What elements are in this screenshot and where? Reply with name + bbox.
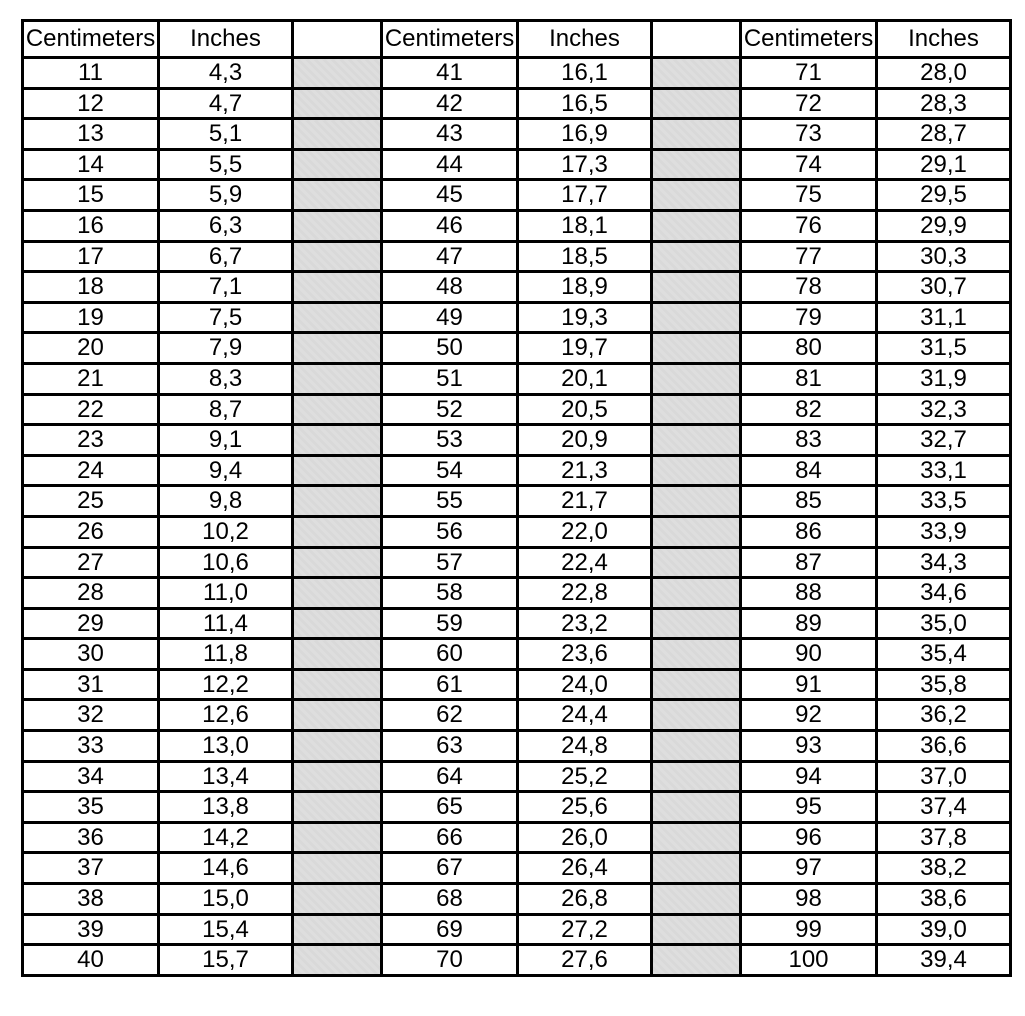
centimeters-cell: 25 bbox=[23, 486, 159, 517]
inches-cell: 18,9 bbox=[518, 272, 652, 303]
spacer-cell bbox=[652, 578, 741, 609]
inches-cell: 20,1 bbox=[518, 363, 652, 394]
inches-cell: 31,1 bbox=[877, 302, 1011, 333]
spacer-cell bbox=[293, 547, 382, 578]
table-row bbox=[23, 210, 1011, 241]
table-row bbox=[23, 363, 1011, 394]
spacer-cell bbox=[293, 425, 382, 456]
spacer-cell bbox=[652, 455, 741, 486]
spacer-cell bbox=[652, 884, 741, 915]
inches-cell: 14,2 bbox=[159, 822, 293, 853]
centimeters-cell: 58 bbox=[382, 578, 518, 609]
centimeters-cell: 97 bbox=[741, 853, 877, 884]
inches-cell: 6,7 bbox=[159, 241, 293, 272]
table-row bbox=[23, 119, 1011, 150]
spacer-cell bbox=[293, 272, 382, 303]
inches-cell: 29,9 bbox=[877, 210, 1011, 241]
table-row bbox=[23, 792, 1011, 823]
inches-cell: 22,8 bbox=[518, 578, 652, 609]
inches-cell: 37,4 bbox=[877, 792, 1011, 823]
inches-cell: 20,9 bbox=[518, 425, 652, 456]
table-row bbox=[23, 547, 1011, 578]
table-row bbox=[23, 333, 1011, 364]
inches-cell: 31,9 bbox=[877, 363, 1011, 394]
spacer-cell bbox=[293, 700, 382, 731]
spacer-cell bbox=[652, 302, 741, 333]
spacer-cell bbox=[652, 516, 741, 547]
centimeters-cell: 17 bbox=[23, 241, 159, 272]
centimeters-cell: 86 bbox=[741, 516, 877, 547]
spacer-cell bbox=[652, 792, 741, 823]
centimeters-cell: 85 bbox=[741, 486, 877, 517]
spacer-cell bbox=[652, 210, 741, 241]
centimeters-cell: 42 bbox=[382, 88, 518, 119]
inches-cell: 15,4 bbox=[159, 914, 293, 945]
spacer-cell bbox=[293, 180, 382, 211]
centimeters-cell: 81 bbox=[741, 363, 877, 394]
centimeters-cell: 56 bbox=[382, 516, 518, 547]
table-row bbox=[23, 731, 1011, 762]
spacer-cell bbox=[293, 761, 382, 792]
spacer-cell bbox=[293, 394, 382, 425]
centimeters-cell: 20 bbox=[23, 333, 159, 364]
table-row bbox=[23, 639, 1011, 670]
inches-cell: 10,6 bbox=[159, 547, 293, 578]
centimeters-cell: 21 bbox=[23, 363, 159, 394]
spacer-cell bbox=[293, 363, 382, 394]
table-row bbox=[23, 884, 1011, 915]
spacer-cell bbox=[652, 761, 741, 792]
inches-cell: 34,3 bbox=[877, 547, 1011, 578]
centimeters-cell: 38 bbox=[23, 884, 159, 915]
centimeters-cell: 11 bbox=[23, 58, 159, 89]
spacer-cell bbox=[652, 822, 741, 853]
centimeters-cell: 29 bbox=[23, 608, 159, 639]
centimeters-cell: 44 bbox=[382, 149, 518, 180]
spacer-cell bbox=[652, 180, 741, 211]
inches-cell: 16,1 bbox=[518, 58, 652, 89]
inches-cell: 28,7 bbox=[877, 119, 1011, 150]
centimeters-cell: 46 bbox=[382, 210, 518, 241]
centimeters-cell: 48 bbox=[382, 272, 518, 303]
spacer-cell bbox=[652, 425, 741, 456]
centimeters-cell: 92 bbox=[741, 700, 877, 731]
centimeters-cell: 26 bbox=[23, 516, 159, 547]
inches-cell: 23,6 bbox=[518, 639, 652, 670]
centimeters-cell: 68 bbox=[382, 884, 518, 915]
inches-cell: 27,2 bbox=[518, 914, 652, 945]
table-row bbox=[23, 486, 1011, 517]
inches-cell: 11,4 bbox=[159, 608, 293, 639]
inches-cell: 11,8 bbox=[159, 639, 293, 670]
inches-cell: 32,3 bbox=[877, 394, 1011, 425]
spacer-cell bbox=[652, 700, 741, 731]
centimeters-cell: 30 bbox=[23, 639, 159, 670]
inches-cell: 34,6 bbox=[877, 578, 1011, 609]
spacer-cell bbox=[293, 669, 382, 700]
centimeters-cell: 87 bbox=[741, 547, 877, 578]
inches-cell: 22,4 bbox=[518, 547, 652, 578]
inches-cell: 36,6 bbox=[877, 731, 1011, 762]
centimeters-cell: 40 bbox=[23, 945, 159, 976]
centimeters-cell: 33 bbox=[23, 731, 159, 762]
centimeters-cell: 88 bbox=[741, 578, 877, 609]
centimeters-cell: 31 bbox=[23, 669, 159, 700]
inches-cell: 37,8 bbox=[877, 822, 1011, 853]
centimeters-cell: 63 bbox=[382, 731, 518, 762]
centimeters-cell: 52 bbox=[382, 394, 518, 425]
centimeters-cell: 73 bbox=[741, 119, 877, 150]
centimeters-cell: 12 bbox=[23, 88, 159, 119]
inches-cell: 33,9 bbox=[877, 516, 1011, 547]
inches-cell: 37,0 bbox=[877, 761, 1011, 792]
inches-cell: 22,0 bbox=[518, 516, 652, 547]
inches-cell: 36,2 bbox=[877, 700, 1011, 731]
table-row bbox=[23, 945, 1011, 976]
centimeters-cell: 94 bbox=[741, 761, 877, 792]
centimeters-cell: 50 bbox=[382, 333, 518, 364]
centimeters-cell: 89 bbox=[741, 608, 877, 639]
inches-cell: 33,1 bbox=[877, 455, 1011, 486]
table-row bbox=[23, 425, 1011, 456]
inches-cell: 15,0 bbox=[159, 884, 293, 915]
inches-cell: 4,3 bbox=[159, 58, 293, 89]
table-row bbox=[23, 58, 1011, 89]
inches-cell: 18,5 bbox=[518, 241, 652, 272]
centimeters-cell: 80 bbox=[741, 333, 877, 364]
centimeters-cell: 98 bbox=[741, 884, 877, 915]
table-row bbox=[23, 302, 1011, 333]
inches-cell: 32,7 bbox=[877, 425, 1011, 456]
inches-cell: 35,4 bbox=[877, 639, 1011, 670]
spacer-cell bbox=[652, 333, 741, 364]
centimeters-cell: 77 bbox=[741, 241, 877, 272]
centimeters-cell: 59 bbox=[382, 608, 518, 639]
inches-cell: 9,4 bbox=[159, 455, 293, 486]
spacer-cell bbox=[293, 731, 382, 762]
spacer-cell bbox=[652, 608, 741, 639]
spacer-cell bbox=[652, 669, 741, 700]
inches-cell: 9,8 bbox=[159, 486, 293, 517]
spacer-cell bbox=[293, 241, 382, 272]
table-row bbox=[23, 455, 1011, 486]
centimeters-cell: 43 bbox=[382, 119, 518, 150]
centimeters-cell: 79 bbox=[741, 302, 877, 333]
inches-cell: 11,0 bbox=[159, 578, 293, 609]
centimeters-cell: 37 bbox=[23, 853, 159, 884]
table-row bbox=[23, 180, 1011, 211]
spacer-cell bbox=[293, 486, 382, 517]
centimeters-cell: 22 bbox=[23, 394, 159, 425]
inches-cell: 25,2 bbox=[518, 761, 652, 792]
inches-cell: 16,9 bbox=[518, 119, 652, 150]
spacer-cell bbox=[293, 945, 382, 976]
inches-cell: 33,5 bbox=[877, 486, 1011, 517]
table-row bbox=[23, 700, 1011, 731]
spacer-cell bbox=[293, 853, 382, 884]
spacer-cell bbox=[652, 853, 741, 884]
inches-cell: 8,3 bbox=[159, 363, 293, 394]
inches-cell: 35,0 bbox=[877, 608, 1011, 639]
centimeters-cell: 32 bbox=[23, 700, 159, 731]
spacer-cell bbox=[293, 149, 382, 180]
centimeters-cell: 65 bbox=[382, 792, 518, 823]
centimeters-cell: 51 bbox=[382, 363, 518, 394]
centimeters-cell: 100 bbox=[741, 945, 877, 976]
inches-cell: 26,4 bbox=[518, 853, 652, 884]
spacer-header-cell bbox=[293, 21, 382, 58]
spacer-cell bbox=[652, 88, 741, 119]
spacer-cell bbox=[293, 88, 382, 119]
inches-cell: 10,2 bbox=[159, 516, 293, 547]
inches-cell: 26,0 bbox=[518, 822, 652, 853]
centimeters-cell: 75 bbox=[741, 180, 877, 211]
centimeters-cell: 91 bbox=[741, 669, 877, 700]
inches-cell: 13,8 bbox=[159, 792, 293, 823]
spacer-cell bbox=[652, 58, 741, 89]
centimeters-cell: 74 bbox=[741, 149, 877, 180]
inches-cell: 16,5 bbox=[518, 88, 652, 119]
spacer-cell bbox=[652, 486, 741, 517]
spacer-cell bbox=[293, 578, 382, 609]
inches-cell: 19,3 bbox=[518, 302, 652, 333]
inches-cell: 17,3 bbox=[518, 149, 652, 180]
centimeters-cell: 67 bbox=[382, 853, 518, 884]
spacer-cell bbox=[652, 241, 741, 272]
table-row bbox=[23, 761, 1011, 792]
centimeters-cell: 69 bbox=[382, 914, 518, 945]
inches-cell: 21,7 bbox=[518, 486, 652, 517]
centimeters-cell: 18 bbox=[23, 272, 159, 303]
centimeters-cell: 62 bbox=[382, 700, 518, 731]
inches-cell: 9,1 bbox=[159, 425, 293, 456]
inches-cell: 24,0 bbox=[518, 669, 652, 700]
inches-cell: 14,6 bbox=[159, 853, 293, 884]
spacer-cell bbox=[652, 639, 741, 670]
spacer-cell bbox=[293, 608, 382, 639]
centimeters-cell: 27 bbox=[23, 547, 159, 578]
centimeters-cell: 14 bbox=[23, 149, 159, 180]
centimeters-cell: 13 bbox=[23, 119, 159, 150]
centimeters-cell: 76 bbox=[741, 210, 877, 241]
centimeters-cell: 64 bbox=[382, 761, 518, 792]
centimeters-cell: 61 bbox=[382, 669, 518, 700]
inches-cell: 25,6 bbox=[518, 792, 652, 823]
inches-cell: 39,4 bbox=[877, 945, 1011, 976]
spacer-cell bbox=[652, 914, 741, 945]
table-row bbox=[23, 578, 1011, 609]
centimeters-cell: 66 bbox=[382, 822, 518, 853]
inches-cell: 23,2 bbox=[518, 608, 652, 639]
centimeters-cell: 16 bbox=[23, 210, 159, 241]
inches-cell: 24,8 bbox=[518, 731, 652, 762]
inches-cell: 12,6 bbox=[159, 700, 293, 731]
table-row bbox=[23, 853, 1011, 884]
spacer-cell bbox=[293, 639, 382, 670]
spacer-cell bbox=[652, 119, 741, 150]
inches-cell: 4,7 bbox=[159, 88, 293, 119]
centimeters-cell: 39 bbox=[23, 914, 159, 945]
centimeters-cell: 60 bbox=[382, 639, 518, 670]
centimeters-cell: 28 bbox=[23, 578, 159, 609]
table-row bbox=[23, 394, 1011, 425]
centimeters-cell: 95 bbox=[741, 792, 877, 823]
inches-cell: 7,1 bbox=[159, 272, 293, 303]
inches-cell: 12,2 bbox=[159, 669, 293, 700]
centimeters-header: Centimeters bbox=[23, 21, 159, 58]
inches-cell: 28,3 bbox=[877, 88, 1011, 119]
inches-cell: 39,0 bbox=[877, 914, 1011, 945]
inches-cell: 27,6 bbox=[518, 945, 652, 976]
spacer-cell bbox=[652, 731, 741, 762]
spacer-cell bbox=[652, 149, 741, 180]
inches-cell: 19,7 bbox=[518, 333, 652, 364]
centimeters-cell: 41 bbox=[382, 58, 518, 89]
inches-cell: 21,3 bbox=[518, 455, 652, 486]
table-row bbox=[23, 608, 1011, 639]
centimeters-cell: 34 bbox=[23, 761, 159, 792]
cm-to-inches-conversion-table bbox=[21, 19, 1012, 977]
centimeters-cell: 82 bbox=[741, 394, 877, 425]
spacer-cell bbox=[293, 119, 382, 150]
inches-cell: 13,4 bbox=[159, 761, 293, 792]
spacer-cell bbox=[293, 516, 382, 547]
table-row bbox=[23, 88, 1011, 119]
inches-cell: 5,5 bbox=[159, 149, 293, 180]
centimeters-cell: 19 bbox=[23, 302, 159, 333]
inches-cell: 15,7 bbox=[159, 945, 293, 976]
centimeters-cell: 55 bbox=[382, 486, 518, 517]
centimeters-cell: 93 bbox=[741, 731, 877, 762]
inches-cell: 8,7 bbox=[159, 394, 293, 425]
spacer-cell bbox=[293, 455, 382, 486]
inches-cell: 29,1 bbox=[877, 149, 1011, 180]
spacer-cell bbox=[293, 333, 382, 364]
table-row bbox=[23, 914, 1011, 945]
spacer-cell bbox=[652, 394, 741, 425]
centimeters-cell: 49 bbox=[382, 302, 518, 333]
spacer-cell bbox=[293, 58, 382, 89]
spacer-cell bbox=[293, 792, 382, 823]
centimeters-cell: 96 bbox=[741, 822, 877, 853]
centimeters-cell: 90 bbox=[741, 639, 877, 670]
centimeters-cell: 47 bbox=[382, 241, 518, 272]
inches-cell: 30,3 bbox=[877, 241, 1011, 272]
centimeters-cell: 83 bbox=[741, 425, 877, 456]
centimeters-cell: 23 bbox=[23, 425, 159, 456]
inches-cell: 6,3 bbox=[159, 210, 293, 241]
centimeters-cell: 57 bbox=[382, 547, 518, 578]
inches-cell: 35,8 bbox=[877, 669, 1011, 700]
centimeters-cell: 15 bbox=[23, 180, 159, 211]
spacer-cell bbox=[652, 363, 741, 394]
spacer-cell bbox=[293, 302, 382, 333]
spacer-cell bbox=[293, 210, 382, 241]
centimeters-cell: 24 bbox=[23, 455, 159, 486]
centimeters-cell: 71 bbox=[741, 58, 877, 89]
inches-header: Inches bbox=[518, 21, 652, 58]
header-row bbox=[23, 21, 1011, 58]
inches-cell: 26,8 bbox=[518, 884, 652, 915]
table-row bbox=[23, 241, 1011, 272]
conversion-table-wrapper bbox=[21, 19, 1012, 977]
inches-cell: 31,5 bbox=[877, 333, 1011, 364]
inches-cell: 38,2 bbox=[877, 853, 1011, 884]
centimeters-cell: 53 bbox=[382, 425, 518, 456]
inches-cell: 5,1 bbox=[159, 119, 293, 150]
centimeters-cell: 99 bbox=[741, 914, 877, 945]
spacer-cell bbox=[293, 884, 382, 915]
spacer-cell bbox=[652, 547, 741, 578]
centimeters-header: Centimeters bbox=[741, 21, 877, 58]
centimeters-cell: 36 bbox=[23, 822, 159, 853]
inches-header: Inches bbox=[159, 21, 293, 58]
centimeters-header: Centimeters bbox=[382, 21, 518, 58]
table-row bbox=[23, 272, 1011, 303]
inches-cell: 7,9 bbox=[159, 333, 293, 364]
inches-cell: 18,1 bbox=[518, 210, 652, 241]
centimeters-cell: 45 bbox=[382, 180, 518, 211]
inches-cell: 28,0 bbox=[877, 58, 1011, 89]
inches-cell: 29,5 bbox=[877, 180, 1011, 211]
table-row bbox=[23, 516, 1011, 547]
inches-cell: 30,7 bbox=[877, 272, 1011, 303]
inches-cell: 24,4 bbox=[518, 700, 652, 731]
inches-cell: 38,6 bbox=[877, 884, 1011, 915]
inches-cell: 5,9 bbox=[159, 180, 293, 211]
table-row bbox=[23, 149, 1011, 180]
table-row bbox=[23, 669, 1011, 700]
spacer-cell bbox=[652, 272, 741, 303]
inches-cell: 20,5 bbox=[518, 394, 652, 425]
centimeters-cell: 70 bbox=[382, 945, 518, 976]
centimeters-cell: 84 bbox=[741, 455, 877, 486]
spacer-cell bbox=[293, 822, 382, 853]
spacer-header-cell bbox=[652, 21, 741, 58]
centimeters-cell: 35 bbox=[23, 792, 159, 823]
spacer-cell bbox=[652, 945, 741, 976]
inches-cell: 17,7 bbox=[518, 180, 652, 211]
conversion-table-body bbox=[23, 58, 1011, 976]
centimeters-cell: 72 bbox=[741, 88, 877, 119]
table-row bbox=[23, 822, 1011, 853]
inches-cell: 7,5 bbox=[159, 302, 293, 333]
inches-header: Inches bbox=[877, 21, 1011, 58]
spacer-cell bbox=[293, 914, 382, 945]
centimeters-cell: 78 bbox=[741, 272, 877, 303]
inches-cell: 13,0 bbox=[159, 731, 293, 762]
centimeters-cell: 54 bbox=[382, 455, 518, 486]
